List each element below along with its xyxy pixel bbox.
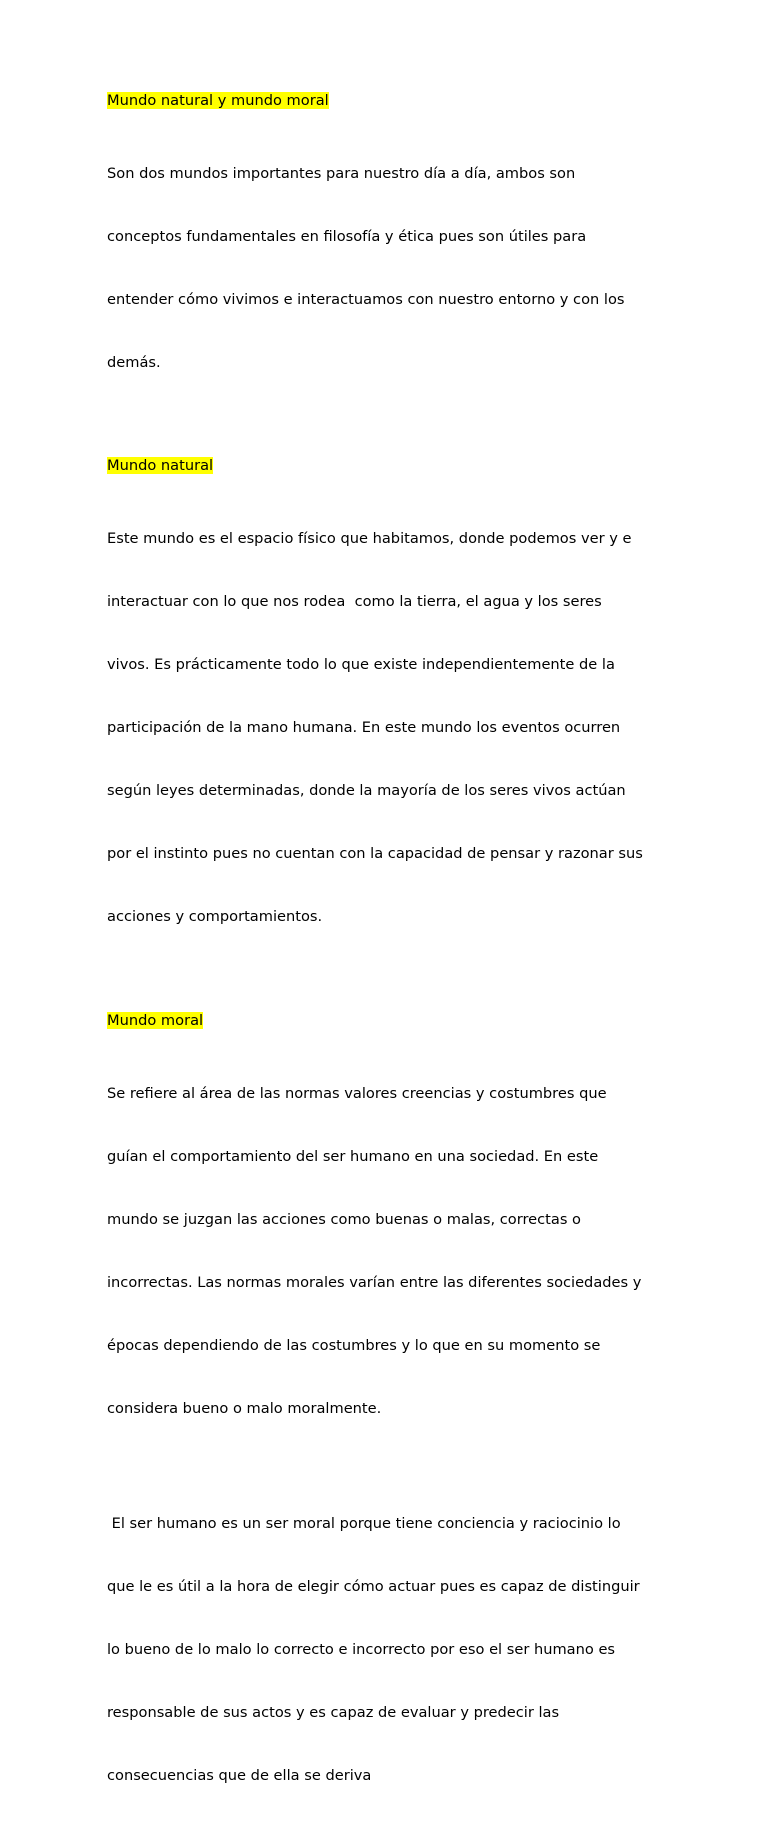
heading-mundo-moral: Mundo moral: [107, 1012, 204, 1029]
heading-mundo-natural: Mundo natural: [107, 457, 214, 474]
paragraph-mundo-moral-2: El ser humano es un ser moral porque tiene conciencia y raciocinio lo que le es útil a la hora de elegir cómo actuar pues es capaz de distinguir lo bueno de lo malo lo correcto e incorrecto por eso el ser humano es responsable de sus actos y es capaz de evaluar y predecir las consecuencias que de ella se deriva: [107, 1515, 640, 1784]
paragraph-intro: Son dos mundos importantes para nuestro día a día, ambos son conceptos fundamentales en filosofía y ética pues son útiles para entender cómo vivimos e interactuamos con nuestro entorno y con los demás.: [107, 165, 625, 371]
heading-mundo-natural-y-moral: Mundo natural y mundo moral: [107, 92, 329, 109]
document-page: [107, 90, 667, 1828]
paragraph-mundo-moral-1: Se refiere al área de las normas valores creencias y costumbres que guían el comportamiento del ser humano en una sociedad. En este mundo se juzgan las acciones como buenas o malas, correctas o incorrectas. Las normas morales varían entre las diferentes sociedades y épocas dependiendo de las costumbres y lo que en su momento se considera bueno o malo moralmente.: [107, 1085, 642, 1417]
paragraph-mundo-natural: Este mundo es el espacio físico que habitamos, donde podemos ver y e interactuar con lo que nos rodea como la tierra, el agua y los seres vivos. Es prácticamente todo lo que existe independientemente de la participación de la mano humana. En este mundo los eventos ocurren según leyes determinadas, donde la mayoría de los seres vivos actúan por el instinto pues no cuentan con la capacidad de pensar y razonar sus acciones y comportamientos.: [107, 530, 643, 925]
